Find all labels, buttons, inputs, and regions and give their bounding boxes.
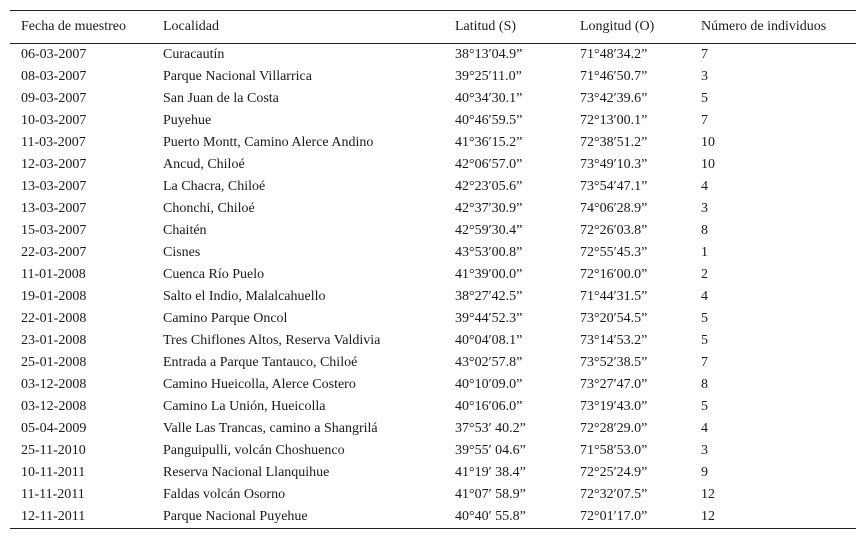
cell-longitude: 73°54′47.1” [580,179,648,194]
table-row [10,308,856,330]
table-row [10,462,856,484]
cell-locality: Cisnes [163,245,201,260]
cell-latitude: 41°39′00.0” [455,267,523,282]
cell-individual-count: 3 [701,201,708,216]
cell-longitude: 73°42′39.6” [580,91,648,106]
cell-individual-count: 2 [701,267,708,282]
cell-longitude: 72°26′03.8” [580,223,648,238]
table-body [10,44,856,529]
cell-sampling-date: 09-03-2007 [21,91,87,106]
cell-sampling-date: 12-11-2011 [10,506,152,529]
cell-individual-count: 12 [690,506,856,529]
cell-sampling-date: 10-03-2007 [21,113,87,128]
cell-latitude: 39°55′ 04.6” [455,443,526,458]
cell-locality: San Juan de la Costa [163,91,279,106]
cell-locality: Panguipulli, volcán Choshuenco [163,443,345,458]
table-row [10,176,856,198]
cell-sampling-date: 06-03-2007 [21,47,87,62]
cell-latitude: 41°19′ 38.4” [455,465,526,480]
cell-locality: Chaitén [163,223,207,238]
cell-locality: Camino Hueicolla, Alerce Costero [163,377,356,392]
cell-sampling-date: 23-01-2008 [21,333,87,348]
cell-longitude: 71°46′50.7” [580,69,648,84]
table-row [10,88,856,110]
cell-longitude: 72°25′24.9” [580,465,648,480]
cell-locality: Valle Las Trancas, camino a Shangrilá [163,421,378,436]
cell-latitude: 39°25′11.0” [455,69,522,84]
cell-locality: Parque Nacional Villarrica [163,69,312,84]
header-latitude: Latitud (S) [444,11,569,44]
cell-sampling-date: 12-03-2007 [21,157,87,172]
cell-sampling-date: 22-01-2008 [21,311,87,326]
cell-longitude: 71°58′53.0” [580,443,648,458]
cell-latitude: 41°07′ 58.9” [455,487,526,502]
table-row [10,154,856,176]
cell-locality: Camino La Unión, Hueicolla [163,399,326,414]
sampling-table-container [10,10,856,529]
table-row [10,440,856,462]
table-row [10,264,856,286]
cell-sampling-date: 25-01-2008 [21,355,87,370]
cell-individual-count: 3 [701,69,708,84]
cell-sampling-date: 11-01-2008 [21,267,86,282]
cell-latitude: 42°59′30.4” [455,223,523,238]
cell-latitude: 43°02′57.8” [455,355,523,370]
cell-sampling-date: 03-12-2008 [21,399,87,414]
cell-longitude: 71°44′31.5” [580,289,648,304]
cell-longitude: 73°20′54.5” [580,311,648,326]
cell-longitude: 72°32′07.5” [580,487,648,502]
cell-individual-count: 8 [701,223,708,238]
table-row [10,352,856,374]
cell-locality: Faldas volcán Osorno [163,487,286,502]
cell-sampling-date: 25-11-2010 [21,443,86,458]
cell-sampling-date: 11-03-2007 [21,135,86,150]
cell-latitude: 40°40′ 55.8” [444,506,569,529]
table-row [10,506,856,529]
cell-latitude: 43°53′00.8” [455,245,523,260]
table-row [10,330,856,352]
cell-longitude: 73°52′38.5” [580,355,648,370]
cell-latitude: 40°04′08.1” [455,333,523,348]
cell-latitude: 42°23′05.6” [455,179,523,194]
cell-sampling-date: 13-03-2007 [21,179,87,194]
cell-longitude: 72°13′00.1” [580,113,648,128]
cell-latitude: 40°10′09.0” [455,377,523,392]
cell-longitude: 73°19′43.0” [580,399,648,414]
cell-locality: Chonchi, Chiloé [163,201,255,216]
sampling-table [10,10,856,529]
table-row [10,44,856,67]
cell-longitude: 71°48′34.2” [580,47,648,62]
table-row [10,132,856,154]
cell-latitude: 42°06′57.0” [455,157,523,172]
cell-latitude: 39°44′52.3” [455,311,523,326]
cell-locality: Tres Chiflones Altos, Reserva Valdivia [163,333,381,348]
table-row [10,66,856,88]
cell-individual-count: 5 [701,311,708,326]
cell-sampling-date: 15-03-2007 [21,223,87,238]
table-row [10,374,856,396]
cell-latitude: 40°16′06.0” [455,399,523,414]
header-locality: Localidad [152,11,444,44]
cell-individual-count: 7 [701,113,708,128]
cell-locality: Entrada a Parque Tantauco, Chiloé [163,355,358,370]
header-sampling-date: Fecha de muestreo [10,11,152,44]
cell-locality: Puerto Montt, Camino Alerce Andino [163,135,374,150]
cell-individual-count: 10 [701,157,715,172]
cell-longitude: 72°38′51.2” [580,135,648,150]
header-individual-count: Número de individuos [690,11,856,44]
cell-latitude: 37°53′ 40.2” [455,421,526,436]
cell-individual-count: 4 [701,179,708,194]
cell-individual-count: 10 [701,135,715,150]
cell-sampling-date: 19-01-2008 [21,289,87,304]
cell-locality: Puyehue [163,113,212,128]
cell-individual-count: 5 [701,333,708,348]
table-row [10,110,856,132]
cell-locality: Parque Nacional Puyehue [152,506,444,529]
cell-individual-count: 5 [701,91,708,106]
table-row [10,484,856,506]
cell-individual-count: 7 [701,355,708,370]
cell-longitude: 73°14′53.2” [580,333,648,348]
cell-individual-count: 12 [701,487,715,502]
cell-individual-count: 8 [701,377,708,392]
cell-individual-count: 4 [701,289,708,304]
table-row [10,286,856,308]
cell-locality: Camino Parque Oncol [163,311,288,326]
table-row [10,198,856,220]
cell-locality: Curacautín [163,47,225,62]
cell-individual-count: 5 [701,399,708,414]
cell-longitude: 72°01′17.0” [569,506,690,529]
cell-individual-count: 9 [701,465,708,480]
cell-individual-count: 3 [701,443,708,458]
table-row [10,220,856,242]
table-row [10,242,856,264]
table-row [10,418,856,440]
cell-locality: Ancud, Chiloé [163,157,245,172]
table-header [10,11,856,44]
cell-locality: Reserva Nacional Llanquihue [163,465,330,480]
table-row [10,396,856,418]
cell-individual-count: 7 [701,47,708,62]
cell-latitude: 41°36′15.2” [455,135,523,150]
cell-individual-count: 1 [701,245,708,260]
cell-sampling-date: 22-03-2007 [21,245,87,260]
cell-longitude: 74°06′28.9” [580,201,648,216]
cell-latitude: 40°46′59.5” [455,113,523,128]
cell-latitude: 38°27′42.5” [455,289,523,304]
cell-latitude: 40°34′30.1” [455,91,523,106]
cell-locality: Cuenca Río Puelo [163,267,265,282]
cell-sampling-date: 05-04-2009 [21,421,87,436]
cell-longitude: 73°27′47.0” [580,377,648,392]
header-longitude: Longitud (O) [569,11,690,44]
cell-sampling-date: 10-11-2011 [21,465,86,480]
cell-longitude: 73°49′10.3” [580,157,648,172]
cell-sampling-date: 03-12-2008 [21,377,87,392]
cell-locality: Salto el Indio, Malalcahuello [163,289,326,304]
cell-longitude: 72°55′45.3” [580,245,648,260]
cell-longitude: 72°28′29.0” [580,421,648,436]
cell-latitude: 38°13′04.9” [455,47,523,62]
cell-sampling-date: 13-03-2007 [21,201,87,216]
cell-latitude: 42°37′30.9” [455,201,523,216]
cell-individual-count: 4 [701,421,708,436]
header-row [10,11,856,44]
cell-locality: La Chacra, Chiloé [163,179,266,194]
cell-sampling-date: 11-11-2011 [21,487,85,502]
cell-longitude: 72°16′00.0” [580,267,648,282]
cell-sampling-date: 08-03-2007 [21,69,87,84]
